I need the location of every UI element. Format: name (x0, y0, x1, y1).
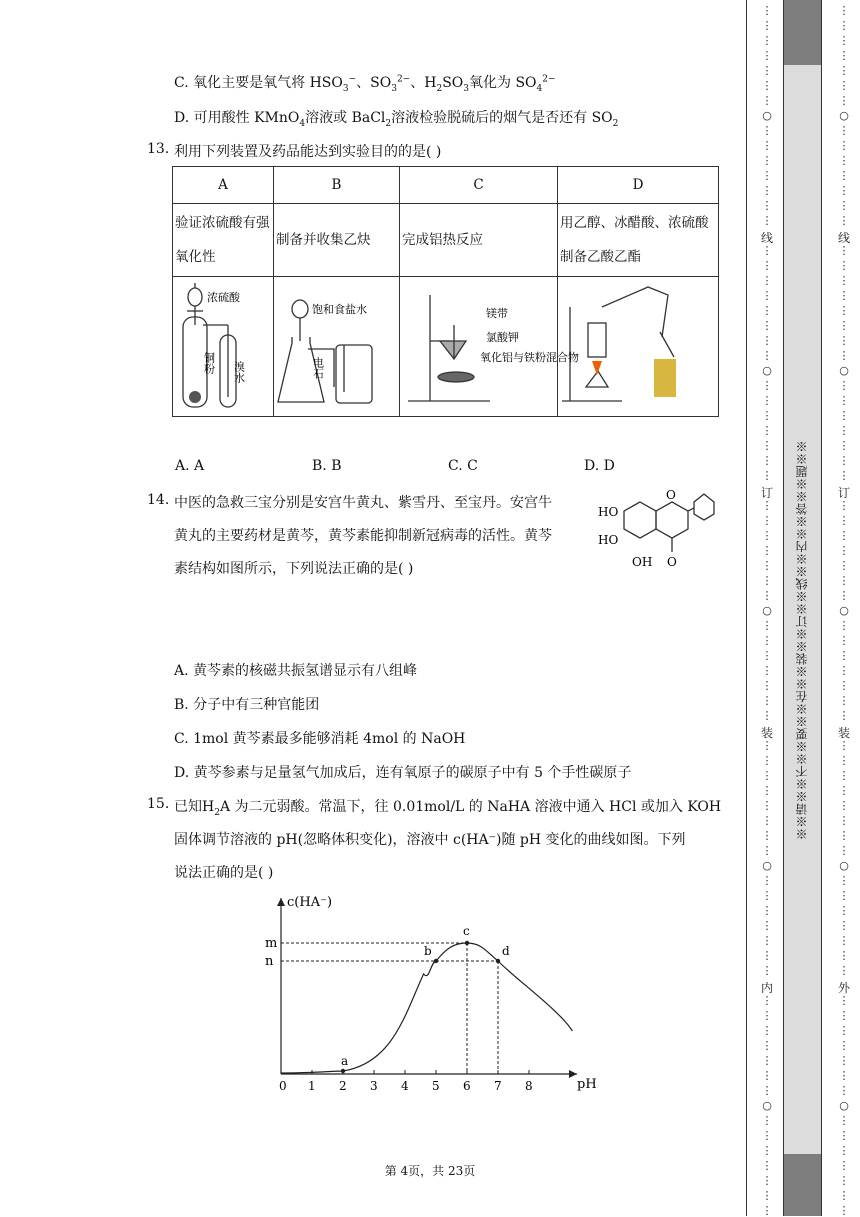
inner-dot-mark: ⋮ (761, 934, 773, 947)
outer-dot-mark: ⋮ (838, 214, 850, 227)
label-bromine-water: 溴水 (232, 361, 246, 383)
inner-dot-mark: ⋮ (761, 619, 773, 632)
inner-dot-mark: ⋮ (761, 589, 773, 602)
binding-block-top (783, 0, 821, 65)
q15-line-2: 固体调节溶液的 pH(忽略体积变化)，溶液中 c(HA⁻)随 pH 变化的曲线如图。下列 (174, 832, 686, 848)
outer-circle-mark: ○ (839, 859, 849, 872)
outer-circle-mark: ○ (839, 1099, 849, 1112)
binding-strip (783, 0, 821, 1216)
outer-dot-mark: ⋮ (838, 334, 850, 347)
inner-dot-mark: ⋮ (761, 574, 773, 587)
inner-dot-mark: ⋮ (761, 469, 773, 482)
inner-dot-mark: ⋮ (761, 1189, 773, 1202)
q13-option-b: B. B (312, 458, 342, 474)
outer-dot-mark: ⋮ (838, 19, 850, 32)
outer-dot-mark: ⋮ (838, 709, 850, 722)
outer-dot-mark: ⋮ (838, 829, 850, 842)
outer-dot-mark: ⋮ (838, 499, 850, 512)
inner-circle-mark: ○ (762, 364, 772, 377)
outer-dot-mark: ⋮ (838, 1189, 850, 1202)
outer-dot-mark: ⋮ (838, 619, 850, 632)
outer-dot-mark: ⋮ (838, 64, 850, 77)
inner-dot-mark: ⋮ (761, 409, 773, 422)
apparatus-a (173, 277, 274, 417)
apparatus-b (274, 277, 400, 417)
inner-dot-mark: ⋮ (761, 94, 773, 107)
inner-dot-mark: ⋮ (761, 379, 773, 392)
ho-label-2: HO (598, 533, 619, 547)
y-axis-label: c(HA⁻) (287, 895, 333, 910)
outer-dot-mark: ⋮ (838, 184, 850, 197)
inner-dot-mark: ⋮ (761, 4, 773, 17)
outer-circle-mark: ○ (839, 364, 849, 377)
outer-dot-mark: ⋮ (838, 94, 850, 107)
label-saturated-brine: 饱和食盐水 (312, 303, 367, 316)
outer-dot-mark: ⋮ (838, 424, 850, 437)
inner-dot-mark: ⋮ (761, 124, 773, 137)
inner-dot-mark: ⋮ (761, 199, 773, 212)
outer-dot-mark: ⋮ (838, 454, 850, 467)
inner-dot-mark: ⋮ (761, 19, 773, 32)
q13-table (172, 166, 719, 417)
inner-dot-mark: ⋮ (761, 319, 773, 332)
q13-option-d: D. D (584, 458, 615, 474)
inner-dot-mark: ⋮ (761, 799, 773, 812)
inner-binding-column (757, 0, 777, 1216)
outer-binding-char: 线 (837, 231, 850, 245)
purpose-a: 验证浓硫酸有强氧化性 (173, 204, 274, 277)
purpose-d: 用乙醇、冰醋酸、浓硫酸制备乙酸乙酯 (558, 204, 719, 277)
outer-dot-mark: ⋮ (838, 1009, 850, 1022)
inner-dot-mark: ⋮ (761, 139, 773, 152)
apparatus-a-drawing (173, 277, 273, 412)
point-label-a: a (341, 1054, 349, 1068)
x-tick-label-2: 2 (339, 1079, 347, 1093)
inner-dot-mark: ⋮ (761, 949, 773, 962)
outer-dot-mark: ⋮ (838, 439, 850, 452)
outer-dot-mark: ⋮ (838, 964, 850, 977)
outer-dot-mark: ⋮ (838, 754, 850, 767)
inner-dot-mark: ⋮ (761, 1204, 773, 1217)
inner-binding-char: 线 (760, 231, 773, 245)
outer-dot-mark: ⋮ (838, 874, 850, 887)
inner-dot-mark: ⋮ (761, 994, 773, 1007)
q14-stem-line-2: 黄丸的主要药材是黄芩，黄芩素能抑制新冠病毒的活性。黄芩 (174, 528, 552, 544)
q12-option-c: C. 氧化主要是氧气将 $HSO_3^-$、$SO_3^{2-}$、$H_2SO_3$氧化为 $SO_4^{2-}$ (174, 74, 556, 94)
q13-option-c: C. C (448, 458, 478, 474)
outer-dot-mark: ⋮ (838, 244, 850, 257)
binding-strip-edge-left (783, 0, 784, 1216)
table-header-c: C (400, 167, 558, 204)
label-thermite-mixture: 氧化铝与铁粉混合物 (480, 351, 579, 364)
inner-dot-mark: ⋮ (761, 739, 773, 752)
inner-dot-mark: ⋮ (761, 634, 773, 647)
outer-dot-mark: ⋮ (838, 319, 850, 332)
inner-dot-mark: ⋮ (761, 259, 773, 272)
inner-dot-mark: ⋮ (761, 754, 773, 767)
inner-dot-mark: ⋮ (761, 814, 773, 827)
label-kclo3: 氯酸钾 (486, 331, 519, 344)
table-header-a: A (173, 167, 274, 204)
outer-binding-column (834, 0, 854, 1216)
inner-dot-mark: ⋮ (761, 559, 773, 572)
inner-binding-char: 订 (760, 486, 773, 500)
q13-number: 13. (147, 141, 170, 157)
point-b (434, 959, 438, 963)
outer-dot-mark: ⋮ (838, 154, 850, 167)
outer-dot-mark: ⋮ (838, 694, 850, 707)
inner-dot-mark: ⋮ (761, 1144, 773, 1157)
inner-circle-mark: ○ (762, 109, 772, 122)
outer-dot-mark: ⋮ (838, 139, 850, 152)
y-axis-arrow (277, 898, 285, 906)
point-a (341, 1069, 345, 1073)
inner-dot-mark: ⋮ (761, 919, 773, 932)
inner-dot-mark: ⋮ (761, 1069, 773, 1082)
outer-binding-char: 外 (837, 981, 850, 995)
outer-dot-mark: ⋮ (838, 1114, 850, 1127)
outer-dot-mark: ⋮ (838, 349, 850, 362)
x-tick-label-5: 5 (432, 1079, 440, 1093)
inner-dot-mark: ⋮ (761, 394, 773, 407)
inner-dot-mark: ⋮ (761, 184, 773, 197)
binding-strip-edge-right (821, 0, 822, 1216)
apparatus-d-drawing (558, 277, 718, 412)
inner-dot-mark: ⋮ (761, 529, 773, 542)
label-calcium-carbide: 电石 (311, 357, 325, 379)
q15-line-1: 已知$H_2A$ 为二元弱酸。常温下，往 0.01mol/L 的 NaHA 溶液中通入 HCl 或加入 KOH (174, 799, 722, 818)
inner-circle-mark: ○ (762, 1099, 772, 1112)
carbonyl-o-label: O (667, 555, 677, 569)
outer-dot-mark: ⋮ (838, 739, 850, 752)
outer-dot-mark: ⋮ (838, 559, 850, 572)
inner-dot-mark: ⋮ (761, 889, 773, 902)
outer-dot-mark: ⋮ (838, 409, 850, 422)
binding-warning: ※※请※※不※※要※※在※※装※※订※※线※※内※※答※※题※※ (795, 440, 809, 840)
inner-dot-mark: ⋮ (761, 769, 773, 782)
outer-dot-mark: ⋮ (838, 949, 850, 962)
outer-dot-mark: ⋮ (838, 799, 850, 812)
x-tick-label-0: 0 (279, 1079, 287, 1093)
q12-option-d: D. 可用酸性 KMnO$_4$溶液或 BaCl$_2$溶液检验脱硫后的烟气是否还有 $SO_2$ (174, 110, 619, 129)
outer-dot-mark: ⋮ (838, 34, 850, 47)
inner-dot-mark: ⋮ (761, 64, 773, 77)
inner-dot-mark: ⋮ (761, 79, 773, 92)
outer-dot-mark: ⋮ (838, 904, 850, 917)
inner-dot-mark: ⋮ (761, 964, 773, 977)
outer-dot-mark: ⋮ (838, 1024, 850, 1037)
outer-dot-mark: ⋮ (838, 124, 850, 137)
outer-dot-mark: ⋮ (838, 49, 850, 62)
outer-dot-mark: ⋮ (838, 169, 850, 182)
q14-stem-line-3: 素结构如图所示，下列说法正确的是( ) (174, 561, 414, 577)
q15-line-3: 说法正确的是( ) (174, 865, 274, 881)
oh-label: OH (632, 555, 653, 569)
outer-dot-mark: ⋮ (838, 664, 850, 677)
q14-number: 14. (147, 492, 170, 508)
inner-dot-mark: ⋮ (761, 1114, 773, 1127)
outer-dot-mark: ⋮ (838, 889, 850, 902)
outer-dot-mark: ⋮ (838, 1159, 850, 1172)
outer-dot-mark: ⋮ (838, 259, 850, 272)
purpose-c: 完成铝热反应 (400, 204, 558, 277)
q14-stem-line-1: 中医的急救三宝分别是安宫牛黄丸、紫雪丹、至宝丹。安宫牛 (174, 495, 552, 511)
point-label-b: b (424, 944, 432, 958)
outer-dot-mark: ⋮ (838, 1084, 850, 1097)
outer-dot-mark: ⋮ (838, 1144, 850, 1157)
outer-dot-mark: ⋮ (838, 1069, 850, 1082)
q14-option-b: B. 分子中有三种官能团 (174, 697, 320, 713)
outer-dot-mark: ⋮ (838, 784, 850, 797)
y-tick-label-n: n (265, 954, 274, 969)
outer-dot-mark: ⋮ (838, 529, 850, 542)
inner-dot-mark: ⋮ (761, 214, 773, 227)
q14-option-d: D. 黄芩参素与足量氢气加成后，连有氧原子的碳原子中有 5 个手性碳原子 (174, 765, 632, 781)
inner-dot-mark: ⋮ (761, 289, 773, 302)
inner-dot-mark: ⋮ (761, 544, 773, 557)
inner-dot-mark: ⋮ (761, 679, 773, 692)
apparatus-d (558, 277, 719, 417)
outer-dot-mark: ⋮ (838, 544, 850, 557)
q13-option-a: A. A (175, 458, 205, 474)
outer-dot-mark: ⋮ (838, 679, 850, 692)
inner-dot-mark: ⋮ (761, 439, 773, 452)
inner-dot-mark: ⋮ (761, 49, 773, 62)
c-ha-vs-ph-chart (255, 888, 605, 1098)
outer-dot-mark: ⋮ (838, 1174, 850, 1187)
inner-dot-mark: ⋮ (761, 784, 773, 797)
inner-dot-mark: ⋮ (761, 454, 773, 467)
x-tick-label-3: 3 (370, 1079, 378, 1093)
inner-dot-mark: ⋮ (761, 169, 773, 182)
inner-dot-mark: ⋮ (761, 34, 773, 47)
inner-dot-mark: ⋮ (761, 334, 773, 347)
inner-circle-mark: ○ (762, 604, 772, 617)
inner-dot-mark: ⋮ (761, 154, 773, 167)
outer-dot-mark: ⋮ (838, 469, 850, 482)
y-tick-label-m: m (265, 936, 278, 951)
inner-dot-mark: ⋮ (761, 694, 773, 707)
point-d (496, 959, 500, 963)
outer-dot-mark: ⋮ (838, 394, 850, 407)
q14-option-a: A. 黄芩素的核磁共振氢谱显示有八组峰 (174, 663, 418, 679)
x-tick-label-4: 4 (401, 1079, 409, 1093)
inner-dot-mark: ⋮ (761, 874, 773, 887)
outer-dot-mark: ⋮ (838, 589, 850, 602)
point-label-d: d (502, 944, 510, 958)
curve-series (281, 943, 572, 1073)
ring-o-label: O (666, 488, 676, 502)
page-footer: 第 4页，共 23页 (384, 1164, 476, 1178)
outer-dot-mark: ⋮ (838, 814, 850, 827)
outer-dot-mark: ⋮ (838, 199, 850, 212)
inner-dot-mark: ⋮ (761, 1054, 773, 1067)
x-axis-arrow (569, 1070, 577, 1078)
inner-dot-mark: ⋮ (761, 1039, 773, 1052)
inner-dot-mark: ⋮ (761, 244, 773, 257)
outer-circle-mark: ○ (839, 109, 849, 122)
x-axis-label: pH (577, 1077, 597, 1092)
outer-dot-mark: ⋮ (838, 769, 850, 782)
inner-dot-mark: ⋮ (761, 514, 773, 527)
point-label-c: c (463, 924, 470, 938)
x-tick-label-8: 8 (525, 1079, 533, 1093)
point-c (465, 941, 469, 945)
outer-circle-mark: ○ (839, 604, 849, 617)
inner-dot-mark: ⋮ (761, 349, 773, 362)
apparatus-c-drawing (400, 277, 579, 412)
outer-dot-mark: ⋮ (838, 1129, 850, 1142)
x-tick-label-1: 1 (308, 1079, 316, 1093)
outer-dot-mark: ⋮ (838, 1054, 850, 1067)
inner-dot-mark: ⋮ (761, 1084, 773, 1097)
outer-dot-mark: ⋮ (838, 934, 850, 947)
inner-dot-mark: ⋮ (761, 424, 773, 437)
inner-dot-mark: ⋮ (761, 304, 773, 317)
table-header-b: B (274, 167, 400, 204)
inner-dot-mark: ⋮ (761, 1009, 773, 1022)
apparatus-b-drawing (274, 277, 399, 412)
outer-binding-char: 订 (837, 486, 850, 500)
x-tick-label-7: 7 (494, 1079, 502, 1093)
inner-dot-mark: ⋮ (761, 1174, 773, 1187)
baicalein-structure (596, 486, 720, 572)
inner-dot-mark: ⋮ (761, 649, 773, 662)
outer-dot-mark: ⋮ (838, 994, 850, 1007)
outer-dot-mark: ⋮ (838, 4, 850, 17)
table-header-d: D (558, 167, 719, 204)
inner-dot-mark: ⋮ (761, 664, 773, 677)
outer-dot-mark: ⋮ (838, 634, 850, 647)
outer-dot-mark: ⋮ (838, 379, 850, 392)
binding-block-bottom (783, 1154, 821, 1216)
label-mg-ribbon: 镁带 (486, 307, 508, 320)
outer-binding-char: 装 (837, 726, 850, 740)
inner-circle-mark: ○ (762, 859, 772, 872)
binding-border-left (746, 0, 747, 1216)
inner-dot-mark: ⋮ (761, 1024, 773, 1037)
inner-dot-mark: ⋮ (761, 829, 773, 842)
inner-dot-mark: ⋮ (761, 499, 773, 512)
purpose-b: 制备并收集乙炔 (274, 204, 400, 277)
outer-dot-mark: ⋮ (838, 304, 850, 317)
outer-dot-mark: ⋮ (838, 844, 850, 857)
outer-dot-mark: ⋮ (838, 514, 850, 527)
inner-dot-mark: ⋮ (761, 844, 773, 857)
outer-dot-mark: ⋮ (838, 919, 850, 932)
outer-dot-mark: ⋮ (838, 649, 850, 662)
label-cu-powder: 铜粉 (202, 352, 216, 374)
inner-dot-mark: ⋮ (761, 1129, 773, 1142)
outer-dot-mark: ⋮ (838, 274, 850, 287)
apparatus-c (400, 277, 579, 417)
q14-option-c: C. 1mol 黄芩素最多能够消耗 4mol 的 NaOH (174, 731, 466, 747)
label-conc-h2so4: 浓硫酸 (207, 291, 240, 304)
inner-binding-char: 内 (760, 981, 773, 995)
outer-dot-mark: ⋮ (838, 1204, 850, 1217)
outer-dot-mark: ⋮ (838, 574, 850, 587)
inner-dot-mark: ⋮ (761, 1159, 773, 1172)
outer-dot-mark: ⋮ (838, 289, 850, 302)
x-tick-label-6: 6 (463, 1079, 471, 1093)
q15-number: 15. (147, 796, 170, 812)
outer-dot-mark: ⋮ (838, 79, 850, 92)
inner-dot-mark: ⋮ (761, 709, 773, 722)
outer-dot-mark: ⋮ (838, 1039, 850, 1052)
inner-dot-mark: ⋮ (761, 274, 773, 287)
inner-dot-mark: ⋮ (761, 904, 773, 917)
ho-label-1: HO (598, 505, 619, 519)
q13-stem: 利用下列装置及药品能达到实验目的的是( ) (174, 144, 442, 160)
inner-binding-char: 装 (760, 726, 773, 740)
